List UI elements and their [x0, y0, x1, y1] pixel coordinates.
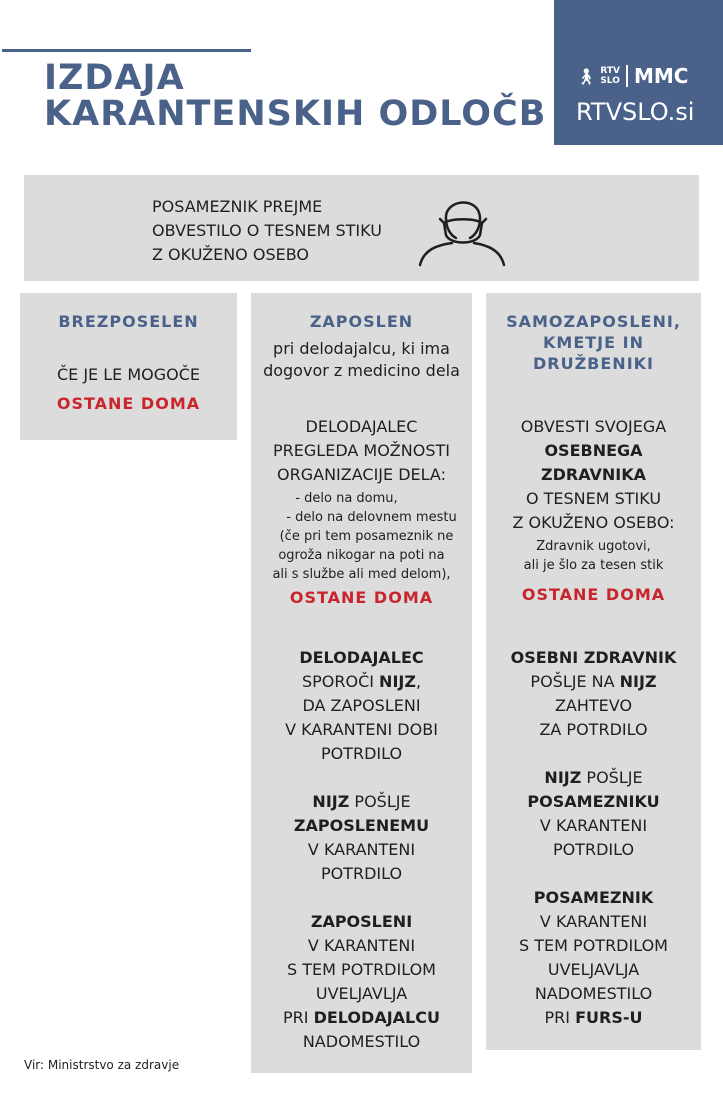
column-header: ZAPOSLEN: [309, 312, 414, 331]
person-mask-icon: [416, 183, 508, 267]
logo-divider: [626, 65, 628, 87]
column-text: ČE JE LE MOGOČE: [56, 365, 201, 384]
notify-doctor-block: OBVESTI SVOJEGA OSEBNEGA ZDRAVNIKA O TESNEM STIKU Z OKUŽENO OSEBO:: [512, 417, 675, 532]
work-options-list: - delo na domu, - delo na delovnem mestu (če pri tem posameznik ne ogroža nikogar na poti na ali s službe ali med delom),: [272, 491, 457, 582]
logo-row: [576, 64, 688, 88]
page-title: [44, 60, 546, 132]
employee-claims-block: ZAPOSLENI V KARANTENI S TEM POTRDILOM UVELJAVLJA PRI DELODAJALCU NADOMESTILO: [283, 912, 440, 1051]
rtvslo-logo: [554, 0, 723, 145]
rtv-figure-icon: 🚶︎: [576, 66, 597, 86]
stay-home-label: OSTANE DOMA: [521, 585, 666, 604]
stay-home-label: OSTANE DOMA: [56, 394, 201, 413]
logo-mmc: MMC: [633, 64, 689, 88]
column-employed: [251, 293, 472, 1073]
employer-notifies-block: DELODAJALEC SPOROČI NIJZ, DA ZAPOSLENI V KARANTENI DOBI POTRDILO: [285, 648, 438, 763]
employer-review-block: DELODAJALEC PREGLEDA MOŽNOSTI ORGANIZACIJE DELA:: [273, 417, 450, 484]
column-self-employed: [486, 293, 701, 1050]
title-rule: [2, 49, 251, 52]
logo-site: RTVSLO.si: [576, 98, 695, 126]
title-line-2: KARANTENSKIH ODLOČB: [44, 94, 547, 134]
nijz-sends-block: NIJZ POŠLJE POSAMEZNIKU V KARANTENI POTRDILO: [527, 768, 660, 859]
logo-rtv-slo: RTV SLO: [600, 66, 620, 86]
doctor-request-block: OSEBNI ZDRAVNIK POŠLJE NA NIJZ ZAHTEVO ZA POTRDILO: [510, 648, 677, 739]
nijz-sends-block: NIJZ POŠLJE ZAPOSLENEMU V KARANTENI POTRDILO: [293, 792, 430, 883]
column-header: SAMOZAPOSLENI, KMETJE IN DRUŽBENIKI: [506, 312, 681, 373]
column-subtitle: pri delodajalcu, ki ima dogovor z medicino dela: [263, 339, 460, 380]
stay-home-label: OSTANE DOMA: [289, 588, 434, 607]
doctor-assessment-note: Zdravnik ugotovi, ali je šlo za tesen stik: [523, 539, 664, 573]
intro-text: POSAMEZNIK PREJME OBVESTILO O TESNEM STIKU Z OKUŽENO OSEBO: [152, 197, 382, 264]
title-line-1: IZDAJA: [44, 58, 185, 98]
column-unemployed: [20, 293, 237, 440]
column-header: BREZPOSELEN: [58, 312, 199, 331]
individual-claims-block: POSAMEZNIK V KARANTENI S TEM POTRDILOM UVELJAVLJA NADOMESTILO PRI FURS-U: [519, 888, 668, 1027]
source-note: Vir: Ministrstvo za zdravje: [24, 1058, 180, 1072]
intro-box: [24, 175, 699, 281]
